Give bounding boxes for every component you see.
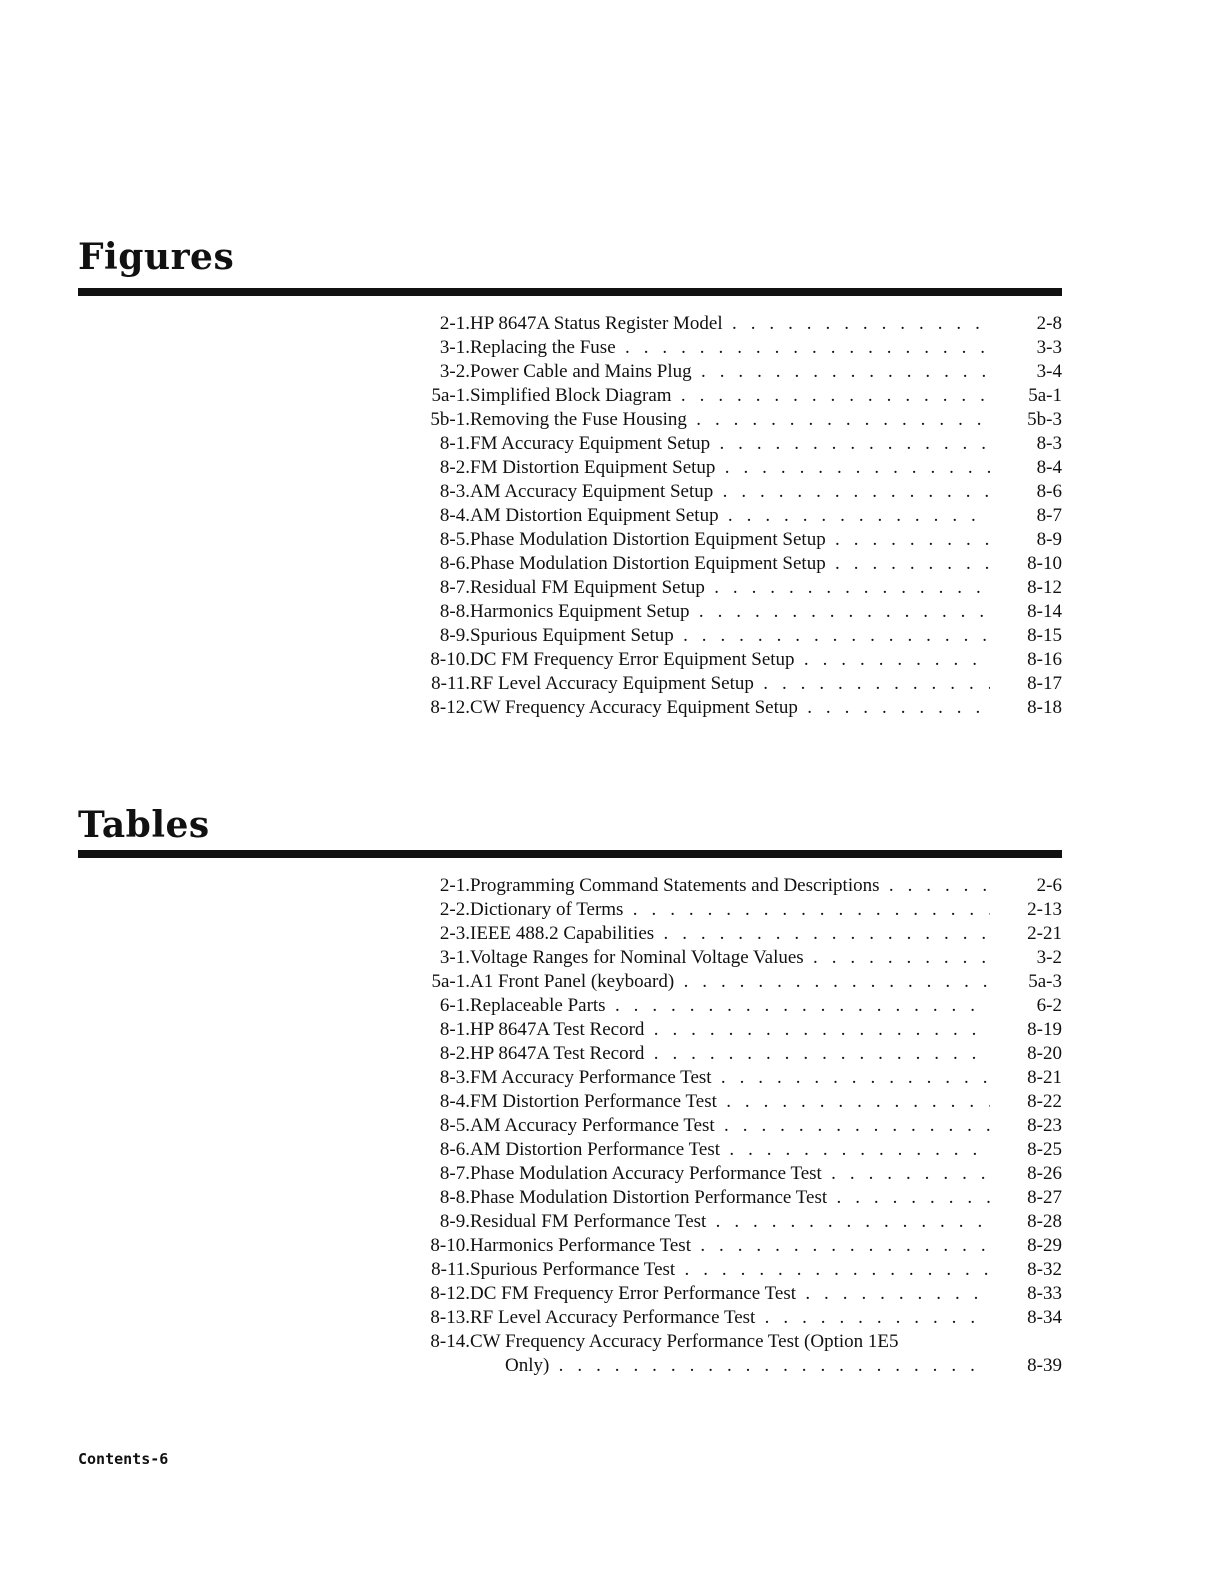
entry-title-line: Power Cable and Mains Plug . . . xyxy=(470,360,990,384)
entry-number: 8-3. xyxy=(439,1067,470,1088)
entry-title-line: Removing the Fuse Housing . . . xyxy=(470,408,990,432)
entry-title-line: HP 8647A Status Register Model . . . xyxy=(470,312,990,336)
entry-number: 2-2. xyxy=(439,899,470,920)
entry-page-number: 8-19 xyxy=(1027,1019,1062,1040)
entry-number: 8-10. xyxy=(430,649,470,670)
toc-entry xyxy=(410,504,1062,528)
entry-title xyxy=(470,1210,990,1234)
entry-title-line: RF Level Accuracy Equipment Setup . . . xyxy=(470,672,990,696)
entry-page-number: 8-12 xyxy=(1027,577,1062,598)
toc-entry xyxy=(410,552,1062,576)
entry-page-number: 8-18 xyxy=(1027,697,1062,718)
entry-page-number: 5a-3 xyxy=(1028,971,1062,992)
entry-number: 8-5. xyxy=(439,1115,470,1136)
entry-title xyxy=(470,312,990,336)
entry-title-line: Phase Modulation Accuracy Performance Test . . . xyxy=(470,1162,990,1186)
entry-page-number: 8-14 xyxy=(1027,601,1062,622)
entry-number: 8-6. xyxy=(439,553,470,574)
entry-title xyxy=(470,874,990,898)
entry-number: 8-2. xyxy=(439,1043,470,1064)
entry-page-number: 8-34 xyxy=(1027,1307,1062,1328)
entry-page-number: 3-2 xyxy=(1036,947,1062,968)
entry-number: 8-8. xyxy=(439,601,470,622)
toc-entry xyxy=(410,1162,1062,1186)
entry-title-line: AM Accuracy Equipment Setup . . . xyxy=(470,480,990,504)
toc-entry xyxy=(410,1090,1062,1114)
toc-entry xyxy=(410,624,1062,648)
entry-page-number: 8-16 xyxy=(1027,649,1062,670)
entry-title xyxy=(470,1282,990,1306)
entry-title-line: A1 Front Panel (keyboard) . . . xyxy=(470,970,990,994)
entry-title-continuation: Only) . . . xyxy=(470,1354,990,1378)
toc-entry xyxy=(410,648,1062,672)
entry-page-number: 8-17 xyxy=(1027,673,1062,694)
entry-title xyxy=(470,528,990,552)
tables-list xyxy=(410,874,1062,1378)
toc-entry xyxy=(410,874,1062,898)
entry-title xyxy=(470,480,990,504)
entry-number: 8-12. xyxy=(430,697,470,718)
entry-number: 8-4. xyxy=(439,1091,470,1112)
entry-page-number: 8-23 xyxy=(1027,1115,1062,1136)
entry-title-line: DC FM Frequency Error Equipment Setup . . . xyxy=(470,648,990,672)
entry-title-line: CW Frequency Accuracy Performance Test (Option 1E5 xyxy=(470,1331,899,1352)
entry-number: 5a-1. xyxy=(431,971,470,992)
entry-title-line: FM Distortion Equipment Setup . . . xyxy=(470,456,990,480)
entry-title-line: HP 8647A Test Record . . . xyxy=(470,1042,990,1066)
entry-page-number: 8-39 xyxy=(1027,1355,1062,1376)
tables-rule xyxy=(78,850,1062,858)
entry-title xyxy=(470,384,990,408)
toc-entry xyxy=(410,1114,1062,1138)
entry-title xyxy=(470,898,990,922)
entry-title-line: Replaceable Parts . . . xyxy=(470,994,990,1018)
entry-number: 8-5. xyxy=(439,529,470,550)
entry-title xyxy=(470,648,990,672)
toc-entry xyxy=(410,672,1062,696)
entry-page-number: 5a-1 xyxy=(1028,385,1062,406)
entry-title xyxy=(470,360,990,384)
toc-entry xyxy=(410,1210,1062,1234)
entry-page-number: 8-4 xyxy=(1036,457,1062,478)
toc-entry xyxy=(410,384,1062,408)
entry-title xyxy=(470,922,990,946)
toc-entry xyxy=(410,456,1062,480)
entry-number: 8-13. xyxy=(430,1307,470,1328)
entry-number: 6-1. xyxy=(439,995,470,1016)
entry-page-number: 2-21 xyxy=(1027,923,1062,944)
toc-entry xyxy=(410,1306,1062,1330)
entry-title-line: FM Accuracy Equipment Setup . . . xyxy=(470,432,990,456)
entry-title-line: Dictionary of Terms . . . xyxy=(470,898,990,922)
entry-page-number: 3-3 xyxy=(1036,337,1062,358)
entry-title-line: Harmonics Equipment Setup . . . xyxy=(470,600,990,624)
entry-title-line: Spurious Performance Test . . . xyxy=(470,1258,990,1282)
entry-number: 8-10. xyxy=(430,1235,470,1256)
entry-title-line: AM Distortion Equipment Setup . . . xyxy=(470,504,990,528)
toc-entry xyxy=(410,576,1062,600)
entry-title xyxy=(470,946,990,970)
entry-title xyxy=(470,970,990,994)
entry-page-number: 2-8 xyxy=(1036,313,1062,334)
entry-title-line: Residual FM Equipment Setup . . . xyxy=(470,576,990,600)
entry-number: 8-2. xyxy=(439,457,470,478)
toc-entry xyxy=(410,336,1062,360)
entry-title-line: Harmonics Performance Test . . . xyxy=(470,1234,990,1258)
entry-page-number: 8-21 xyxy=(1027,1067,1062,1088)
entry-page-number: 8-7 xyxy=(1036,505,1062,526)
figures-heading: Figures xyxy=(78,236,235,278)
toc-entry xyxy=(410,1258,1062,1282)
entry-page-number: 8-29 xyxy=(1027,1235,1062,1256)
entry-number: 8-9. xyxy=(439,625,470,646)
entry-title xyxy=(470,1042,990,1066)
entry-number: 8-8. xyxy=(439,1187,470,1208)
toc-entry xyxy=(410,970,1062,994)
entry-title xyxy=(470,994,990,1018)
entry-title-line: Residual FM Performance Test . . . xyxy=(470,1210,990,1234)
entry-title xyxy=(470,408,990,432)
entry-page-number: 3-4 xyxy=(1036,361,1062,382)
figures-rule xyxy=(78,288,1062,296)
entry-title-line: Phase Modulation Distortion Performance Test . . . xyxy=(470,1186,990,1210)
entry-page-number: 8-22 xyxy=(1027,1091,1062,1112)
toc-entry xyxy=(410,1234,1062,1258)
toc-entry xyxy=(410,528,1062,552)
entry-number: 8-6. xyxy=(439,1139,470,1160)
entry-title xyxy=(470,1090,990,1114)
entry-page-number: 8-32 xyxy=(1027,1259,1062,1280)
entry-number: 8-12. xyxy=(430,1283,470,1304)
entry-number: 8-11. xyxy=(431,673,470,694)
entry-title xyxy=(470,672,990,696)
entry-page-number: 8-27 xyxy=(1027,1187,1062,1208)
toc-entry xyxy=(410,898,1062,922)
toc-entry xyxy=(410,1186,1062,1210)
entry-title xyxy=(470,1186,990,1210)
entry-number: 8-7. xyxy=(439,577,470,598)
toc-entry xyxy=(410,600,1062,624)
entry-number: 5a-1. xyxy=(431,385,470,406)
entry-page-number: 8-10 xyxy=(1027,553,1062,574)
toc-entry xyxy=(410,360,1062,384)
entry-title xyxy=(470,552,990,576)
entry-page-number: 8-6 xyxy=(1036,481,1062,502)
entry-title xyxy=(470,1066,990,1090)
entry-number: 8-11. xyxy=(431,1259,470,1280)
entry-title-line: Voltage Ranges for Nominal Voltage Values . . . xyxy=(470,946,990,970)
entry-page-number: 8-3 xyxy=(1036,433,1062,454)
entry-title-line: IEEE 488.2 Capabilities . . . xyxy=(470,922,990,946)
entry-title xyxy=(470,504,990,528)
entry-title-line: DC FM Frequency Error Performance Test . . . xyxy=(470,1282,990,1306)
toc-entry xyxy=(410,432,1062,456)
entry-title xyxy=(470,1330,990,1378)
entry-number: 5b-1. xyxy=(430,409,470,430)
entry-title xyxy=(470,432,990,456)
toc-entry xyxy=(410,480,1062,504)
entry-page-number: 2-13 xyxy=(1027,899,1062,920)
entry-number: 8-1. xyxy=(439,433,470,454)
entry-number: 8-9. xyxy=(439,1211,470,1232)
toc-entry xyxy=(410,1138,1062,1162)
entry-title-line: Replacing the Fuse . . . xyxy=(470,336,990,360)
entry-page-number: 8-20 xyxy=(1027,1043,1062,1064)
entry-page-number: 8-28 xyxy=(1027,1211,1062,1232)
toc-entry xyxy=(410,922,1062,946)
entry-title xyxy=(470,1162,990,1186)
entry-page-number: 8-33 xyxy=(1027,1283,1062,1304)
entry-page-number: 5b-3 xyxy=(1027,409,1062,430)
entry-title-line: Phase Modulation Distortion Equipment Setup . . . xyxy=(470,552,990,576)
toc-entry xyxy=(410,312,1062,336)
toc-entry xyxy=(410,1066,1062,1090)
entry-number: 8-3. xyxy=(439,481,470,502)
entry-title xyxy=(470,624,990,648)
entry-page-number: 6-2 xyxy=(1036,995,1062,1016)
entry-title xyxy=(470,1018,990,1042)
toc-entry xyxy=(410,1330,1062,1378)
toc-entry xyxy=(410,696,1062,720)
entry-title xyxy=(470,696,990,720)
entry-title xyxy=(470,600,990,624)
page-footer-label: Contents-6 xyxy=(78,1450,169,1468)
toc-entry xyxy=(410,408,1062,432)
entry-number: 8-14. xyxy=(430,1331,470,1352)
entry-title-line: AM Distortion Performance Test . . . xyxy=(470,1138,990,1162)
figures-list xyxy=(410,312,1062,720)
entry-title-line: HP 8647A Test Record . . . xyxy=(470,1018,990,1042)
entry-page-number: 8-26 xyxy=(1027,1163,1062,1184)
entry-page-number: 2-6 xyxy=(1036,875,1062,896)
entry-number: 2-1. xyxy=(439,313,470,334)
entry-title xyxy=(470,1306,990,1330)
toc-entry xyxy=(410,1042,1062,1066)
entry-number: 3-1. xyxy=(439,337,470,358)
entry-title xyxy=(470,576,990,600)
entry-title-line: Phase Modulation Distortion Equipment Setup . . . xyxy=(470,528,990,552)
entry-number: 8-1. xyxy=(439,1019,470,1040)
entry-title-line: CW Frequency Accuracy Equipment Setup . . . xyxy=(470,696,990,720)
entry-title xyxy=(470,1258,990,1282)
entry-title xyxy=(470,1234,990,1258)
entry-title-line: Programming Command Statements and Descriptions . . . xyxy=(470,874,990,898)
entry-number: 2-1. xyxy=(439,875,470,896)
entry-number: 8-7. xyxy=(439,1163,470,1184)
toc-entry xyxy=(410,1018,1062,1042)
toc-entry xyxy=(410,1282,1062,1306)
entry-page-number: 8-15 xyxy=(1027,625,1062,646)
entry-number: 3-2. xyxy=(439,361,470,382)
entry-page-number: 8-9 xyxy=(1036,529,1062,550)
entry-title-line: FM Distortion Performance Test . . . xyxy=(470,1090,990,1114)
toc-entry xyxy=(410,994,1062,1018)
toc-entry xyxy=(410,946,1062,970)
entry-title xyxy=(470,336,990,360)
entry-title xyxy=(470,1138,990,1162)
entry-number: 2-3. xyxy=(439,923,470,944)
entry-title xyxy=(470,456,990,480)
tables-heading: Tables xyxy=(78,804,210,846)
entry-page-number: 8-25 xyxy=(1027,1139,1062,1160)
entry-title-line: RF Level Accuracy Performance Test . . . xyxy=(470,1306,990,1330)
entry-title-line: AM Accuracy Performance Test . . . xyxy=(470,1114,990,1138)
entry-title-line: FM Accuracy Performance Test . . . xyxy=(470,1066,990,1090)
entry-title-line: Spurious Equipment Setup . . . xyxy=(470,624,990,648)
entry-number: 3-1. xyxy=(439,947,470,968)
entry-number: 8-4. xyxy=(439,505,470,526)
entry-title-line: Simplified Block Diagram . . . xyxy=(470,384,990,408)
entry-title xyxy=(470,1114,990,1138)
